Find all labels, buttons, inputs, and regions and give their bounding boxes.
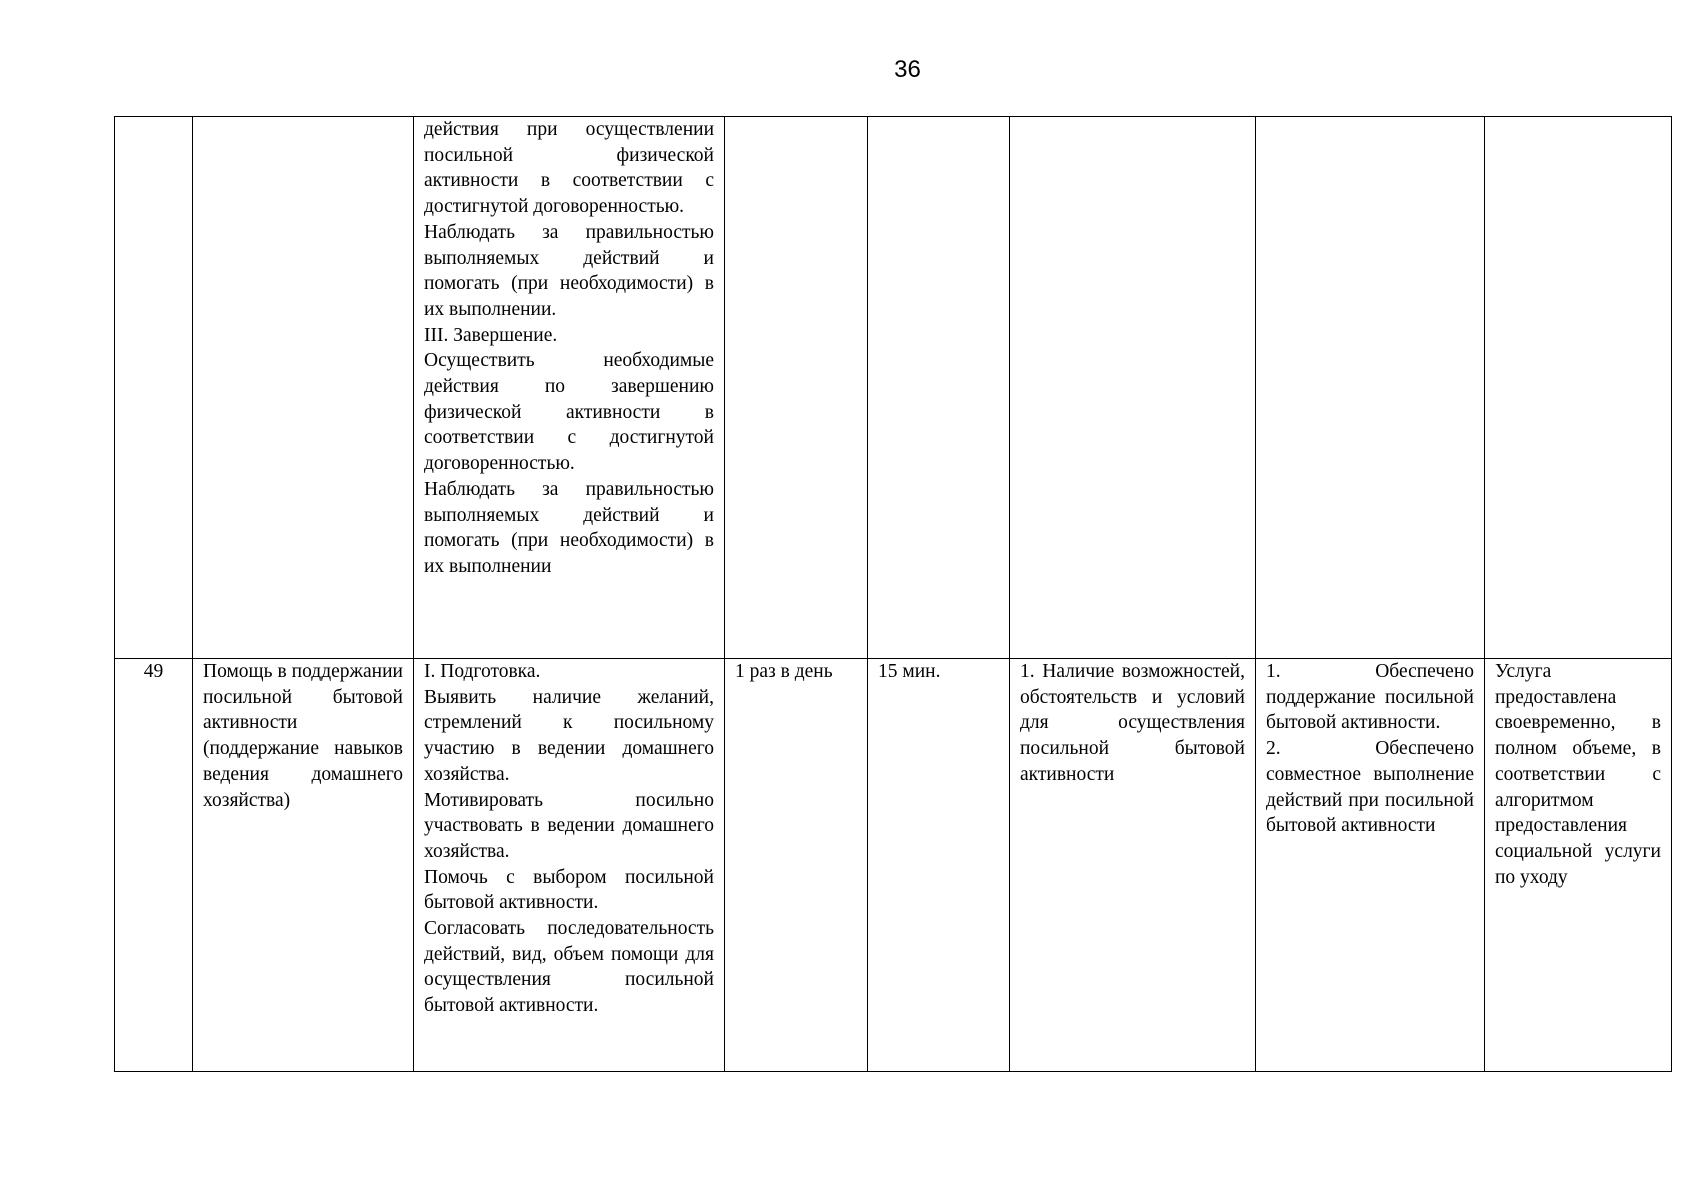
- table-row: [115, 117, 1672, 659]
- frequency-cell: [725, 117, 868, 659]
- service-name-cell: [193, 117, 414, 659]
- conditions-cell: [1010, 117, 1256, 659]
- results-cell: [1256, 659, 1485, 1072]
- procedure-paragraph: Помочь с выбором посильной бытовой активности.: [424, 866, 714, 914]
- services-table: [114, 116, 1672, 1072]
- procedure-paragraph: Осуществить необходимые действия по завершению физической активности в соответствии с достигнутой договоренностью.: [424, 350, 714, 475]
- procedure-cell: [414, 117, 725, 659]
- row-number-cell: 49: [115, 659, 193, 1072]
- procedure-paragraph: Выявить наличие желаний, стремлений к посильному участию в ведении домашнего хозяйства.: [424, 686, 714, 785]
- results-item: 2. Обеспечено совместное выполнение действий при посильной бытовой активности: [1266, 738, 1474, 837]
- results-item: 1. Обеспечено поддержание посильной бытовой активности.: [1266, 661, 1474, 734]
- procedure-cell: [414, 659, 725, 1072]
- procedure-paragraph: Мотивировать посильно участвовать в ведении домашнего хозяйства.: [424, 789, 714, 862]
- quality-text: Услуга предоставлена своевременно, в полном объеме, в соответствии с алгоритмом предоставления социальной услуги по уходу: [1495, 661, 1661, 888]
- service-name-cell: [193, 659, 414, 1072]
- procedure-paragraph: действия при осуществлении посильной физической активности в соответствии с достигнутой договоренностью.: [424, 119, 714, 218]
- conditions-cell: [1010, 659, 1256, 1072]
- table-row: [115, 659, 1672, 1072]
- procedure-paragraph: Наблюдать за правильностью выполняемых действий и помогать (при необходимости) в их выполнении.: [424, 221, 714, 320]
- quality-cell: [1485, 659, 1672, 1072]
- page-number: 36: [894, 56, 921, 83]
- service-name-text: Помощь в поддержании посильной бытовой активности (поддержание навыков ведения домашнего хозяйства): [203, 661, 403, 811]
- duration-cell: 15 мин.: [868, 659, 1010, 1072]
- duration-cell: [868, 117, 1010, 659]
- procedure-paragraph: Согласовать последовательность действий, вид, объем помощи для осуществления посильной бытовой активности.: [424, 918, 714, 1017]
- frequency-cell: 1 раз в день: [725, 659, 868, 1072]
- quality-cell: [1485, 117, 1672, 659]
- row-number-cell: [115, 117, 193, 659]
- procedure-paragraph: I. Подготовка.: [424, 661, 541, 682]
- procedure-paragraph: Наблюдать за правильностью выполняемых действий и помогать (при необходимости) в их выполнении: [424, 478, 714, 577]
- conditions-text: 1. Наличие возможностей, обстоятельств и условий для осуществления посильной бытовой активности: [1020, 661, 1245, 785]
- results-cell: [1256, 117, 1485, 659]
- procedure-paragraph: III. Завершение.: [424, 324, 558, 346]
